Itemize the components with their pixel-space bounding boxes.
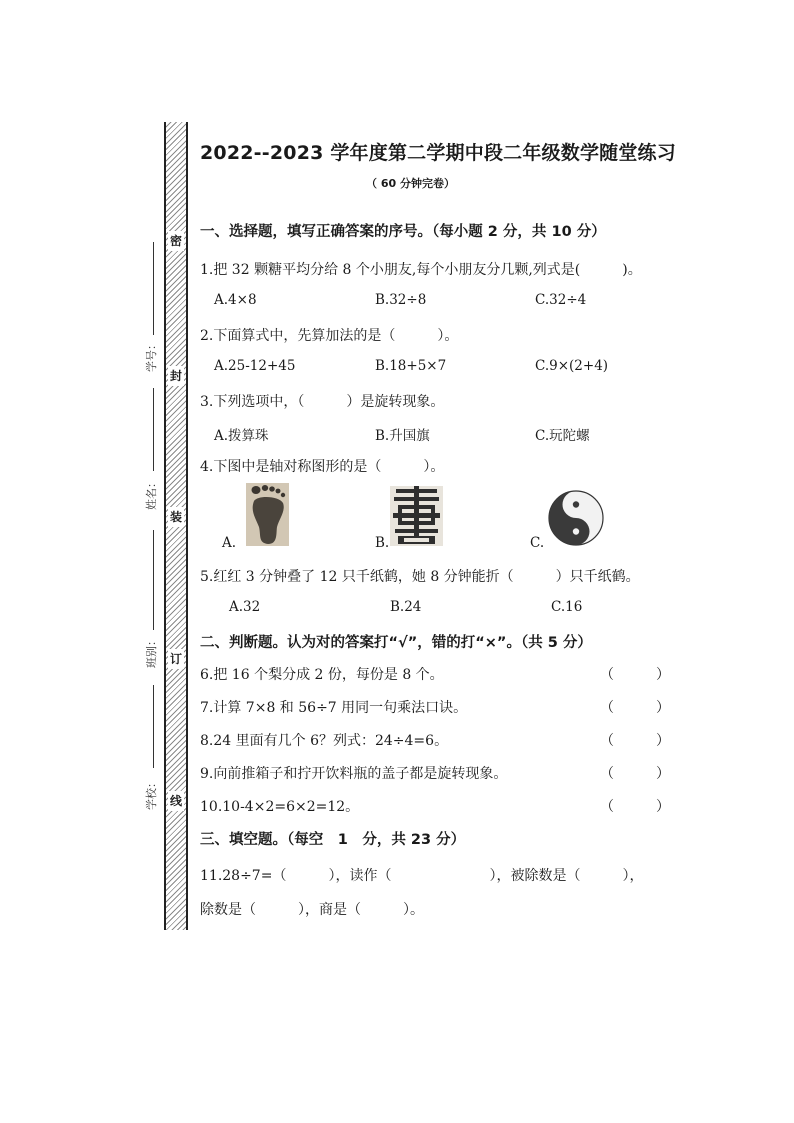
seal-char-ding: 订	[168, 649, 184, 669]
q4-option-c: C.	[530, 535, 545, 551]
seal-char-mi: 密	[168, 231, 184, 251]
seal-char-xian: 线	[168, 791, 184, 811]
q3-option-a: A.拨算珠	[214, 428, 269, 444]
page-title: 2022--2023 学年度第二学期中段二年级数学随堂练习	[200, 142, 676, 164]
section-1-heading: 一、选择题，填写正确答案的序号。（每小题 2 分，共 10 分）	[200, 224, 606, 240]
q4-option-b: B.	[375, 535, 390, 551]
q5-option-c: C.16	[551, 599, 583, 615]
seal-char-feng: 封	[168, 366, 184, 386]
q4-option-a: A.	[222, 535, 237, 551]
class-line	[153, 530, 154, 630]
judgment-item-9: 9.向前推箱子和拧开饮料瓶的盖子都是旋转现象。	[200, 766, 508, 782]
double-happiness-image	[390, 486, 443, 546]
fill-in-question-11-continued: 除数是（ ），商是（ ）。	[200, 902, 424, 918]
question-4: 4.下图中是轴对称图形的是（ ）。	[200, 459, 445, 475]
question-5: 5.红红 3 分钟叠了 12 只千纸鹤，她 8 分钟能折（ ）只千纸鹤。	[200, 569, 640, 585]
judgment-9-answer-paren[interactable]: （ ）	[600, 766, 670, 782]
judgment-6-answer-paren[interactable]: （ ）	[600, 667, 670, 683]
question-2: 2.下面算式中，先算加法的是（ ）。	[200, 328, 459, 344]
judgment-8-answer-paren[interactable]: （ ）	[600, 733, 670, 749]
q3-option-c: C.玩陀螺	[535, 428, 590, 444]
q2-option-c: C.9×(2+4)	[535, 358, 609, 374]
question-1: 1.把 32 颗糖平均分给 8 个小朋友,每个小朋友分几颗,列式是( )。	[200, 262, 642, 278]
student-number-line	[153, 242, 154, 335]
fill-in-question-11: 11.28÷7=（ ），读作（ ），被除数是（ ），	[200, 868, 644, 884]
judgment-10-answer-paren[interactable]: （ ）	[600, 799, 670, 815]
judgment-item-6: 6.把 16 个梨分成 2 份，每份是 8 个。	[200, 667, 444, 683]
judgment-item-8: 8.24 里面有几个 6？列式：24÷4=6。	[200, 733, 449, 749]
page-subtitle: （ 60 分钟完卷）	[366, 177, 455, 190]
q5-option-b: B.24	[390, 599, 422, 615]
name-line	[153, 388, 154, 471]
section-2-heading: 二、判断题。认为对的答案打“√”，错的打“×”。（共 5 分）	[200, 635, 592, 651]
q2-option-a: A.25-12+45	[214, 358, 296, 374]
q1-option-c: C.32÷4	[535, 292, 587, 308]
section-3-heading: 三、填空题。（每空 1 分，共 23 分）	[200, 832, 466, 848]
judgment-item-10: 10.10-4×2=6×2=12。	[200, 799, 360, 815]
judgment-7-answer-paren[interactable]: （ ）	[600, 700, 670, 716]
name-label: 姓名：	[145, 477, 158, 510]
seal-char-zhuang: 装	[168, 507, 184, 527]
footprint-image	[246, 483, 289, 546]
school-line	[153, 685, 154, 768]
q2-option-b: B.18+5×7	[375, 358, 447, 374]
q1-option-b: B.32÷8	[375, 292, 427, 308]
q3-option-b: B.升国旗	[375, 428, 430, 444]
yin-yang-image	[546, 489, 606, 547]
judgment-item-7: 7.计算 7×8 和 56÷7 用同一句乘法口诀。	[200, 700, 468, 716]
class-label: 班别：	[145, 635, 158, 668]
q1-option-a: A.4×8	[214, 292, 257, 308]
student-number-label: 学号：	[145, 339, 158, 372]
question-3: 3.下列选项中，（ ）是旋转现象。	[200, 394, 445, 410]
q5-option-a: A.32	[229, 599, 261, 615]
school-label: 学校：	[145, 777, 158, 810]
